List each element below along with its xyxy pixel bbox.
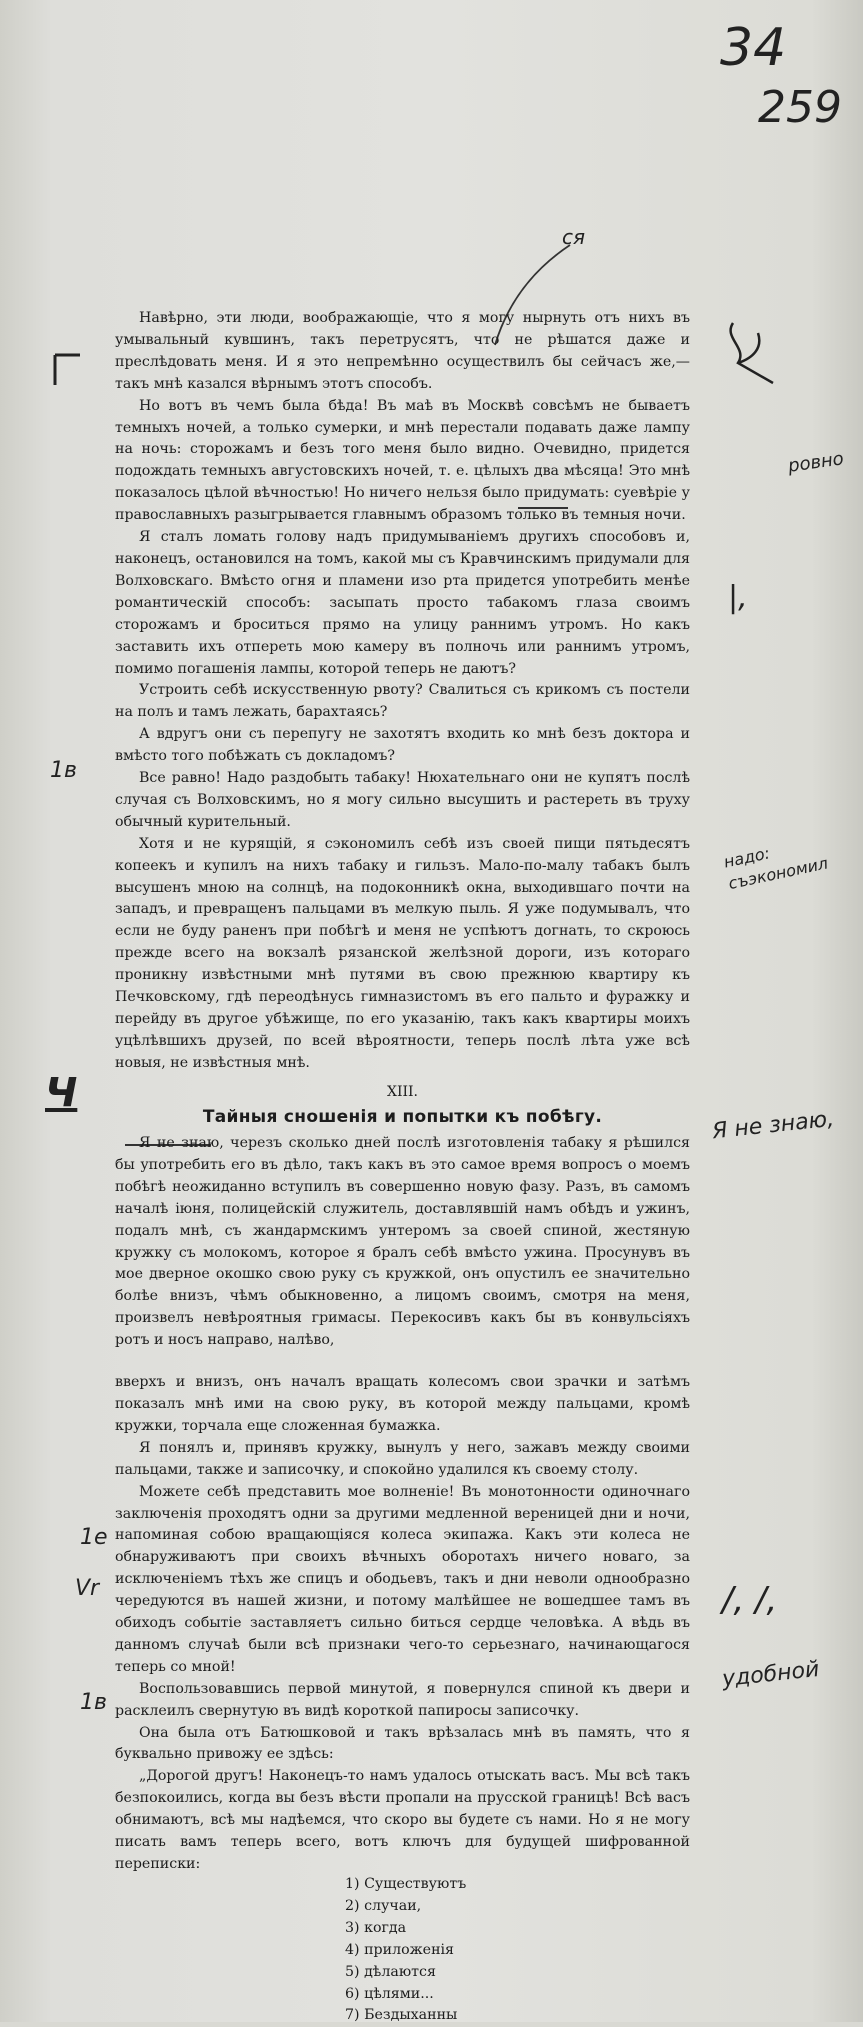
paragraph: Но вотъ въ чемъ была бѣда! Въ маѣ въ Москвѣ совсѣмъ не бываетъ темныхъ ночей, а только сумерки, и мнѣ перестали подавать даже лампу на ночь: сторожамъ и безъ того меня было видно. Очевидно, придется подождать темныхъ августовскихъ ночей, т. е. цѣлыхъ два мѣсяца! Это мнѣ показалось цѣлой вѣчностью! Но ничего нельзя было придумать: суевѣріе у православныхъ разыгрывается главнымъ образомъ только въ темныя ночи. [115, 397, 690, 524]
main-text-top [115, 308, 690, 1075]
paragraph: Я сталъ ломать голову надъ придумываніемъ другихъ способовъ и, наконецъ, остановился на томъ, какой мы съ Кравчинскимъ придумали для Волховскаго. Вмѣсто огня и пламени изо рта придется употребить менѣе романтическій способъ: засыпать просто табакомъ глаза своимъ сторожамъ и броситься прямо на улицу раннимъ утромъ. Но какъ заставить ихъ отперeть мою камеру въ полночь или раннимъ утромъ, помимо погашенія лампы, которой теперь не даютъ? [115, 529, 690, 677]
chapter-number: XIII. [386, 1084, 418, 1100]
paragraph: Я не знаю, черезъ сколько дней послѣ изготовленія табаку я рѣшился бы употребить его въ дѣло, такъ какъ въ это самое время вопросъ о моемъ побѣгѣ неожиданно вступилъ въ совершенно новую фазу. Разъ, въ самомъ началѣ іюня, полицейскій служитель, доставлявшій намъ обѣдъ и ужинъ, подалъ мнѣ, съ жандармскимъ унтеромъ за своей спиной, жестяную кружку съ молокомъ, которое я бралъ себѣ вмѣсто ужина. Просунувъ въ мое дверное окошко свою руку съ кружкой, онъ опустилъ ее значительно болѣе внизъ, чѣмъ обыкновенно, а лицомъ своимъ, смотря на меня, произвелъ невѣроятныя гримасы. Перекосивъ какъ бы въ конвульсіяхъ ротъ и носъ направо, налѣво, [115, 1135, 690, 1349]
paragraph: А вдругъ они съ перепугу не захотятъ входить ко мнѣ безъ доктора и вмѣсто того побѣжать съ докладомъ? [115, 726, 690, 765]
insert-mark: ся [562, 225, 586, 249]
paragraph: вверхъ и внизъ, онъ началъ вращать колесомъ свои зрачки и затѣмъ показалъ мнѣ ими на свою руку, въ которой между пальцами, кромѣ кружки, торчала еще сложенная бумажка. [115, 1374, 690, 1434]
list-item: 7) Бездыханны [345, 2007, 458, 2024]
paragraph: Устроить себѣ искусственную рвоту? Свалиться съ крикомъ съ постели на полъ и тамъ лежать, барахтаясь? [115, 682, 690, 721]
margin-note-1v: 1в [50, 758, 77, 783]
cipher-list [345, 1874, 466, 2027]
list-item: 3) когда [345, 1919, 407, 1936]
margin-mark-comma: |, [728, 580, 748, 615]
list-item: 4) приложенія [345, 1941, 455, 1958]
margin-note-1v-bottom: 1в [80, 1690, 107, 1715]
margin-note-udobnoy: удобной [720, 1656, 821, 1693]
list-item: 2) случаи, [345, 1897, 422, 1914]
paragraph: Все равно! Надо раздобыть табаку! Нюхательнаго они не купятъ послѣ случая съ Волховскимъ, но я могу сильно высушить и растереть въ труху обычный курительный. [115, 770, 690, 830]
margin-note-ch: Ч [45, 1070, 78, 1116]
margin-scribble-icon [718, 318, 788, 388]
bracket-mark-icon [50, 350, 90, 390]
archive-number-top: 34 [720, 18, 787, 78]
margin-mark-commas: /, /, [722, 1580, 778, 1620]
paragraph: Я понялъ и, принявъ кружку, вынулъ у него, зажавъ между своими пальцами, также и записочку, и спокойно удалился къ своему столу. [115, 1439, 690, 1478]
paragraph: Она была отъ Батюшковой и такъ врѣзалась мнѣ въ память, что я буквально привожу ее здѣсь: [115, 1724, 690, 1763]
archive-number-bottom: 259 [758, 82, 842, 133]
margin-note-vr: Vr [75, 1576, 100, 1601]
spacer [115, 1352, 690, 1372]
paragraph: Воспользовавшись первой минутой, я повернулся спиной къ двери и расклеилъ свернутую въ видѣ короткой папиросы записочку. [115, 1680, 690, 1719]
list-item: 6) цѣлями... [345, 1985, 434, 2002]
paragraph: „Дорогой другъ! Наконецъ-то намъ удалось отыскать васъ. Мы всѣ такъ безпокоились, когда вы безъ вѣсти пропали на прусской границѣ! Всѣ васъ обнимаютъ, всѣ мы надѣемся, что скоро вы будете съ нами. Но я не могу писать вамъ теперь всего, вотъ ключъ для будущей шифрованной переписки: [115, 1768, 690, 1872]
paragraph: Можете себѣ представить мое волненіе! Въ монотонности одиночнаго заключенія проходятъ одни за другими медленной вереницей дни и ночи, напоминая собою вращающіяся колеса экипажа. Какъ эти колеса не обнаруживаютъ при своихъ вѣчныхъ оборотахъ ничего новаго, за исключеніемъ тѣхъ же спицъ и ободьевъ, такъ и дни неволи однообразно чередуются въ нашей жизни, и потому малѣйшее не вошедшее тамъ въ обиходъ событіе заставляетъ сильно биться сердце человѣка. А вѣдь въ данномъ случаѣ были всѣ признаки чего-то серьезнаго, начинающагося теперь со мной! [115, 1483, 690, 1675]
paragraph: Хотя и не курящій, я сэкономилъ себѣ изъ своей пищи пятьдесятъ копеекъ и купилъ на нихъ табаку и гильзъ. Мало-по-малу табакъ былъ высушенъ мною на солнцѣ, на подоконникѣ окна, выходившаго почти на западъ, и превращенъ пальцами въ мелкую пыль. Я уже подумывалъ, что если не буду раненъ при побѣгѣ и меня не успѣютъ догнать, то скроюсь прежде всего на вокзалѣ рязанской желѣзной дороги, изъ котораго проникну извѣстными мнѣ путями въ свою прежнюю квартиру къ Печковскому, гдѣ переодѣнусь гимназистомъ въ его пальто и фуражку и перейду въ другое убѣжище, по его указанію, такъ какъ квартиры моихъ уцѣлѣвшихъ друзей, по всей вѣроятности, теперь послѣ лѣта уже всѣ новыя, не извѣстныя мнѣ. [115, 835, 690, 1071]
main-text-bottom [115, 1133, 690, 1876]
list-item: 1) Существуютъ [345, 1876, 467, 1892]
paragraph: Навѣрно, эти люди, воображающіе, что я могу нырнуть отъ нихъ въ умывальный кувшинъ, такъ перетрусятъ, что не рѣшатся даже и преслѣдовать меня. И я это непремѣнно осуществилъ бы сейчасъ же,— такъ мнѣ казался вѣрнымъ этотъ способъ. [115, 310, 690, 392]
margin-note-nado: надо: съэкономил [722, 843, 830, 894]
margin-note-rovno: ровно [786, 448, 846, 477]
chapter-title: Тайныя сношенія и попытки къ побѣгу. [202, 1107, 603, 1127]
list-item: 5) дѣлаются [345, 1963, 436, 1980]
margin-note-1e: 1е [80, 1525, 108, 1550]
margin-note-ya-ne-znayu: Я не знаю, [711, 1106, 836, 1145]
